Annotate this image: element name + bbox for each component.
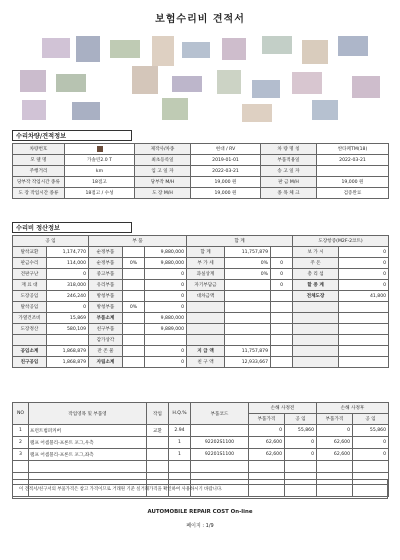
table-cell: 62,600: [249, 437, 285, 449]
table-cell: [339, 313, 389, 324]
table-row: [13, 166, 389, 177]
table-cell: 자립소계: [89, 357, 123, 368]
footer-brand: AUTOMOBILE REPAIR COST On-line: [147, 509, 253, 515]
table-row: [13, 302, 389, 313]
table-cell: [191, 461, 249, 473]
table-cell: 114,000: [47, 258, 89, 269]
table-cell: 55,860: [285, 425, 317, 437]
table-cell: 유리부품: [89, 280, 123, 291]
table-cell: [123, 335, 145, 346]
table-cell: 11,757,879: [225, 346, 271, 357]
table-cell: [47, 335, 89, 346]
col-paint: 도장항증(M2F-2코트): [293, 236, 389, 247]
table-cell: 2.94: [169, 425, 191, 437]
table-cell: 12,933,667: [225, 357, 271, 368]
table-cell: [285, 461, 317, 473]
head-hq: H.Q.%: [169, 403, 191, 425]
table-cell: [123, 357, 145, 368]
table-cell: [271, 357, 293, 368]
table-cell: [271, 313, 293, 324]
table-cell: [225, 302, 271, 313]
table-cell: 0%: [225, 269, 271, 280]
table-cell: [317, 461, 353, 473]
blur-block: [42, 38, 70, 58]
table-cell: 도 장 M/H: [135, 188, 191, 199]
table-cell: 0: [145, 302, 187, 313]
table-cell: 0: [271, 258, 293, 269]
head-after-labor: 공 임: [353, 414, 389, 425]
table-cell: 0: [145, 346, 187, 357]
table-row: [13, 269, 389, 280]
head-before-labor: 공 임: [285, 414, 317, 425]
table-cell: 0: [339, 269, 389, 280]
table-row: [13, 346, 389, 357]
table-cell: 합 계: [187, 247, 225, 258]
table-cell: 11,757,879: [225, 247, 271, 258]
table-cell: 0%: [123, 258, 145, 269]
head-after: 손해 사정후: [317, 403, 389, 414]
table-cell: [147, 449, 169, 461]
table-cell: [293, 357, 339, 368]
table-cell: [293, 313, 339, 324]
table-cell: 62,600: [317, 449, 353, 461]
table-cell: 1: [169, 437, 191, 449]
table-cell: 18점고: [65, 177, 135, 188]
table-cell: 246,240: [47, 291, 89, 302]
table-cell: km: [65, 166, 135, 177]
table-cell: 62,600: [249, 449, 285, 461]
table-cell: 2019-01-01: [191, 155, 261, 166]
col-total: 합 계: [187, 236, 293, 247]
table-cell: 9,889,000: [145, 324, 187, 335]
table-cell: 순정부품: [89, 258, 123, 269]
price-notice: 이 견적서/친구서의 부품가격은 참고 가격이므로 거래원 기준 실거래가격을 확인하여 사용하시기 바랍니다.: [12, 479, 388, 499]
blur-block: [242, 104, 272, 122]
table-cell: 9,880,000: [145, 313, 187, 324]
table-cell: 0%: [225, 258, 271, 269]
table-cell: 0: [353, 449, 389, 461]
table-cell: [339, 357, 389, 368]
table-cell: 부품적용일: [261, 155, 317, 166]
table-cell: 19,000 원: [317, 177, 389, 188]
blur-block: [262, 36, 292, 54]
table-cell: [271, 324, 293, 335]
table-cell: 92201S1100: [191, 449, 249, 461]
table-cell: [293, 324, 339, 335]
table-cell: 0: [145, 291, 187, 302]
page-number: 페이지 : 1/9: [186, 523, 214, 529]
table-cell: 싼타페TM(18): [317, 144, 389, 155]
table-cell: 0: [317, 425, 353, 437]
head-part-code: 부품코드: [191, 403, 249, 425]
table-cell: [123, 280, 145, 291]
table-cell: [339, 324, 389, 335]
table-cell: [225, 324, 271, 335]
table-cell: 도 장 작업시간 종류: [13, 188, 65, 199]
table-row: [13, 280, 389, 291]
table-cell: 2022-03-21: [191, 166, 261, 177]
cost-settlement-table: [12, 235, 389, 368]
blur-block: [72, 102, 100, 120]
table-cell: 9,880,000: [145, 258, 187, 269]
table-cell: [123, 324, 145, 335]
table-cell: 580,109: [47, 324, 89, 335]
table-cell: 62,600: [317, 437, 353, 449]
table-cell: 15,869: [47, 313, 89, 324]
blur-block: [56, 74, 86, 92]
table-cell: 방청부품: [89, 291, 123, 302]
table-row: [13, 437, 389, 449]
table-cell: [339, 302, 389, 313]
table-cell: [187, 302, 225, 313]
table-cell: 가열건조비: [13, 313, 47, 324]
table-cell: 부품소계: [89, 313, 123, 324]
blur-block: [20, 70, 46, 92]
table-cell: 공임소계: [13, 346, 47, 357]
table-cell: 탈착교환: [13, 247, 47, 258]
table-cell: 과실상계: [187, 269, 225, 280]
table-cell: 전체도장: [293, 291, 339, 302]
table-cell: 19,000 원: [191, 188, 261, 199]
table-cell: 판금수리: [13, 258, 47, 269]
table-cell: 지 급 액: [187, 346, 225, 357]
table-cell: 0: [339, 247, 389, 258]
table-cell: 재 료 대: [13, 280, 47, 291]
blur-block: [110, 40, 140, 58]
table-cell: 모 델 명: [13, 155, 65, 166]
blur-block: [302, 40, 328, 64]
blur-block: [352, 76, 380, 98]
table-cell: 총 리 섬: [293, 269, 339, 280]
table-cell: [65, 144, 135, 155]
table-cell: 할 중 계: [293, 280, 339, 291]
table-row: [13, 335, 389, 346]
blur-block: [292, 72, 322, 94]
table-cell: 0: [145, 280, 187, 291]
table-row: [13, 144, 389, 155]
table-row: [13, 247, 389, 258]
head-work: 작업: [147, 403, 169, 425]
head-before-price: 부품가격: [249, 414, 285, 425]
table-cell: 0%: [123, 302, 145, 313]
table-cell: 감가상각: [89, 335, 123, 346]
blur-block: [252, 80, 280, 98]
table-cell: [187, 335, 225, 346]
section-cost-heading: 수리비 정산정보: [12, 222, 132, 233]
table-cell: 보 가 시: [293, 247, 339, 258]
table-cell: [271, 247, 293, 258]
table-cell: [317, 166, 389, 177]
table-cell: 55,860: [353, 425, 389, 437]
table-cell: [29, 461, 147, 473]
head-before: 손해 사정전: [249, 403, 317, 414]
table-cell: [147, 437, 169, 449]
blur-block: [76, 36, 100, 62]
table-cell: 교환: [147, 425, 169, 437]
table-cell: 대차금액: [187, 291, 225, 302]
table-cell: 차량번호: [13, 144, 65, 155]
table-cell: 견판구난: [13, 269, 47, 280]
table-cell: [271, 346, 293, 357]
table-cell: 제작사/차종: [135, 144, 191, 155]
table-cell: [123, 346, 145, 357]
table-row: [13, 155, 389, 166]
table-cell: 1,868,879: [47, 357, 89, 368]
table-row: [13, 291, 389, 302]
table-cell: 순정부품: [89, 247, 123, 258]
table-cell: 1,868,879: [47, 346, 89, 357]
table-cell: [123, 269, 145, 280]
table-cell: 램프 어셈블리-프론트 포그,좌측: [29, 449, 147, 461]
blur-block: [217, 70, 241, 94]
table-cell: 현대 / RV: [191, 144, 261, 155]
section-vehicle-heading: 수리차량/견적정보: [12, 130, 132, 141]
blur-block: [182, 42, 210, 58]
blur-block: [222, 38, 246, 60]
table-cell: 0: [271, 280, 293, 291]
table-cell: 0: [145, 357, 187, 368]
table-row: [13, 324, 389, 335]
document-title: 보험수리비 견적서: [155, 14, 245, 25]
table-cell: 친구부품: [89, 324, 123, 335]
table-row: [13, 425, 389, 437]
table-cell: 송 고 일 자: [261, 166, 317, 177]
table-cell: [187, 324, 225, 335]
table-cell: 자기부담금: [187, 280, 225, 291]
table-cell: [249, 461, 285, 473]
table-cell: 부 가 세: [187, 258, 225, 269]
table-cell: [353, 461, 389, 473]
table-cell: [225, 280, 271, 291]
table-cell: [271, 335, 293, 346]
table-cell: 1: [169, 449, 191, 461]
table-cell: 0: [47, 302, 89, 313]
table-row: [13, 449, 389, 461]
table-cell: 입 고 일 자: [135, 166, 191, 177]
table-cell: 0: [145, 269, 187, 280]
table-cell: [169, 461, 191, 473]
col-labor: 공 임: [13, 236, 89, 247]
redacted-plate: [97, 146, 103, 152]
table-cell: 도장공임: [13, 291, 47, 302]
table-cell: 당부작 M/H: [135, 177, 191, 188]
redacted-header-area: [12, 36, 388, 124]
blur-block: [22, 100, 46, 120]
table-cell: 주 돈: [293, 258, 339, 269]
head-after-price: 부품가격: [317, 414, 353, 425]
table-cell: 1: [13, 425, 29, 437]
table-cell: 도장정산: [13, 324, 47, 335]
table-cell: 최초등록일: [135, 155, 191, 166]
table-cell: [13, 335, 47, 346]
table-cell: [123, 313, 145, 324]
table-cell: 19,000 원: [191, 177, 261, 188]
table-cell: [13, 461, 29, 473]
table-cell: 41,800: [339, 291, 389, 302]
table-cell: 0: [47, 269, 89, 280]
blur-block: [152, 36, 174, 66]
table-cell: [293, 346, 339, 357]
table-cell: 탈착공임: [13, 302, 47, 313]
table-cell: [145, 335, 187, 346]
table-cell: 0: [339, 280, 389, 291]
table-cell: 가솔린2.0 T: [65, 155, 135, 166]
table-cell: [225, 313, 271, 324]
table-cell: 0: [249, 425, 285, 437]
table-cell: [147, 461, 169, 473]
table-cell: 0: [285, 449, 317, 461]
table-cell: 중고부품: [89, 269, 123, 280]
table-cell: 2: [13, 437, 29, 449]
head-no: NO: [13, 403, 29, 425]
table-cell: [225, 335, 271, 346]
table-cell: 검증완료: [317, 188, 389, 199]
table-cell: [187, 313, 225, 324]
table-row: [13, 188, 389, 199]
table-row: [13, 177, 389, 188]
table-cell: [225, 291, 271, 302]
table-cell: [271, 302, 293, 313]
table-row: [13, 258, 389, 269]
table-cell: 0: [285, 437, 317, 449]
table-cell: 9,880,000: [145, 247, 187, 258]
table-cell: [339, 346, 389, 357]
table-cell: 18점고 / 수성: [65, 188, 135, 199]
blur-block: [172, 76, 202, 92]
table-cell: [339, 335, 389, 346]
table-cell: 주행거리: [13, 166, 65, 177]
table-cell: 0: [353, 437, 389, 449]
table-cell: 3: [13, 449, 29, 461]
table-cell: [293, 335, 339, 346]
table-cell: 방청부품: [89, 302, 123, 313]
table-cell: 2022-03-21: [317, 155, 389, 166]
table-cell: 판 금 M/H: [261, 177, 317, 188]
table-cell: 잔 존 물: [89, 346, 123, 357]
col-parts: 부 품: [89, 236, 187, 247]
table-cell: [123, 291, 145, 302]
table-cell: [123, 247, 145, 258]
blur-block: [338, 36, 368, 56]
table-cell: 친 구 액: [187, 357, 225, 368]
vehicle-info-table: [12, 143, 389, 199]
table-cell: 램프 어셈블리-프론트 포그,우측: [29, 437, 147, 449]
blur-block: [132, 66, 158, 94]
table-cell: [191, 425, 249, 437]
head-item: 작업영목 및 부품영: [29, 403, 147, 425]
table-cell: 프런트범퍼커버: [29, 425, 147, 437]
table-row-empty: [13, 461, 389, 473]
table-cell: 당부작 작업시간 종류: [13, 177, 65, 188]
table-cell: 차 량 명 칭: [261, 144, 317, 155]
table-cell: 1,174,770: [47, 247, 89, 258]
blur-block: [162, 98, 188, 120]
table-cell: 318,000: [47, 280, 89, 291]
table-cell: 0: [271, 269, 293, 280]
blur-block: [312, 100, 338, 120]
table-row: [13, 313, 389, 324]
table-cell: 친구공임: [13, 357, 47, 368]
table-cell: [271, 291, 293, 302]
table-row: [13, 357, 389, 368]
table-cell: 0: [339, 258, 389, 269]
table-cell: [293, 302, 339, 313]
table-cell: 92202S1100: [191, 437, 249, 449]
table-cell: 종 목 체 크: [261, 188, 317, 199]
